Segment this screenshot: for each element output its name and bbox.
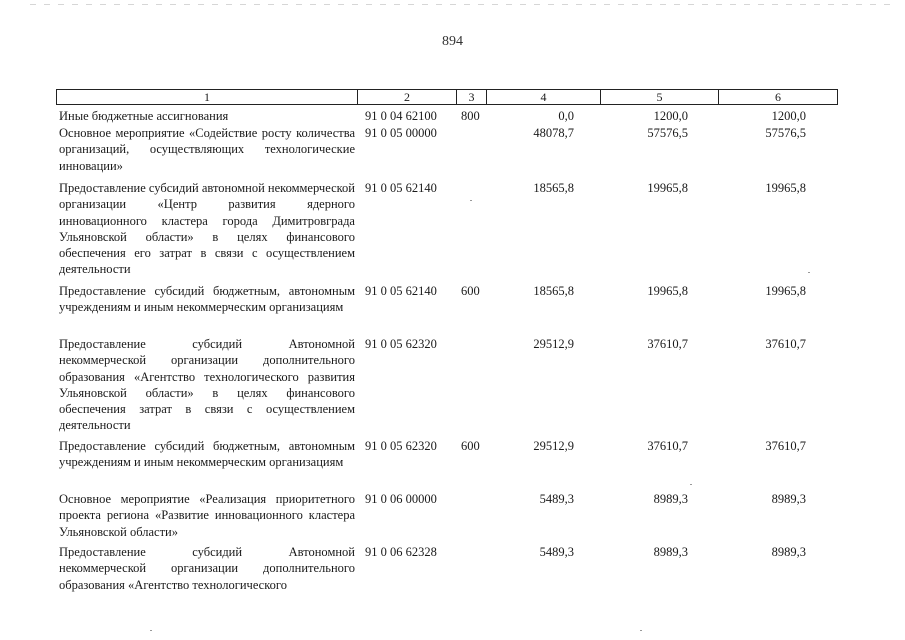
row-name: Предоставление субсидий бюджетным, автономным учреждениям и иным некоммерческим организациям bbox=[59, 284, 355, 315]
row-value-4: 48078,7 bbox=[533, 126, 574, 140]
row-value-6: 37610,7 bbox=[765, 439, 806, 453]
row-value-5: 8989,3 bbox=[653, 545, 688, 559]
row-name: Предоставление субсидий Автономной некоммерческой организации дополнительного образования «Агентство технологического развития Ульяновской области» в целях финансового обеспечения затрат в связи с осуществлением деятельности bbox=[59, 337, 355, 433]
scan-speck bbox=[150, 630, 152, 631]
row-vr: 800 bbox=[461, 109, 480, 123]
row-value-6: 19965,8 bbox=[765, 284, 806, 298]
row-value-5: 8989,3 bbox=[653, 492, 688, 506]
row-value-5: 37610,7 bbox=[647, 439, 688, 453]
row-code: 91 0 05 62140 bbox=[365, 181, 437, 195]
row-value-6: 8989,3 bbox=[771, 545, 806, 559]
row-value-4: 18565,8 bbox=[533, 181, 574, 195]
scan-artifact-line bbox=[30, 4, 890, 5]
row-value-6: 8989,3 bbox=[771, 492, 806, 506]
row-value-5: 19965,8 bbox=[647, 284, 688, 298]
row-code: 91 0 05 62140 bbox=[365, 284, 437, 298]
row-value-6: 57576,5 bbox=[765, 126, 806, 140]
row-code: 91 0 05 62320 bbox=[365, 439, 437, 453]
row-name: Основное мероприятие «Реализация приоритетного проекта региона «Развитие инновационного кластера Ульяновской области» bbox=[59, 492, 355, 539]
row-code: 91 0 06 00000 bbox=[365, 492, 437, 506]
scan-speck bbox=[690, 484, 692, 485]
header-col-1: 1 bbox=[57, 90, 358, 104]
header-col-6: 6 bbox=[775, 90, 781, 104]
row-value-6: 37610,7 bbox=[765, 337, 806, 351]
header-col-4: 4 bbox=[487, 90, 601, 104]
table-header bbox=[56, 89, 838, 105]
row-name: Предоставление субсидий автономной некоммерческой организации «Центр развития ядерного инновационного кластера города Димитровграда Ульяновской области» в целях финансового обеспечения его затрат в связи с осуществлением деятельности bbox=[59, 181, 355, 277]
row-value-5: 57576,5 bbox=[647, 126, 688, 140]
row-value-4: 5489,3 bbox=[539, 545, 574, 559]
row-value-5: 1200,0 bbox=[653, 109, 688, 123]
row-value-5: 19965,8 bbox=[647, 181, 688, 195]
row-value-4: 18565,8 bbox=[533, 284, 574, 298]
row-value-4: 29512,9 bbox=[533, 337, 574, 351]
header-col-3: 3 bbox=[457, 90, 487, 104]
row-code: 91 0 05 00000 bbox=[365, 126, 437, 140]
scan-speck bbox=[470, 200, 472, 201]
row-name: Основное мероприятие «Содействие росту количества организаций, осуществляющих технологические инновации» bbox=[59, 126, 355, 173]
row-name: Предоставление субсидий бюджетным, автономным учреждениям и иным некоммерческим организациям bbox=[59, 439, 355, 470]
row-vr: 600 bbox=[461, 284, 480, 298]
row-code: 91 0 05 62320 bbox=[365, 337, 437, 351]
row-value-6: 1200,0 bbox=[771, 109, 806, 123]
scan-speck bbox=[808, 272, 810, 273]
row-value-4: 29512,9 bbox=[533, 439, 574, 453]
header-col-5: 5 bbox=[601, 90, 719, 104]
header-col-2: 2 bbox=[358, 90, 457, 104]
page-number: 894 bbox=[442, 34, 463, 49]
row-code: 91 0 06 62328 bbox=[365, 545, 437, 559]
row-value-6: 19965,8 bbox=[765, 181, 806, 195]
row-value-4: 0,0 bbox=[558, 109, 574, 123]
row-name: Иные бюджетные ассигнования bbox=[59, 109, 229, 123]
row-code: 91 0 04 62100 bbox=[365, 109, 437, 123]
scan-speck bbox=[640, 630, 642, 631]
row-value-4: 5489,3 bbox=[539, 492, 574, 506]
row-value-5: 37610,7 bbox=[647, 337, 688, 351]
row-vr: 600 bbox=[461, 439, 480, 453]
row-name: Предоставление субсидий Автономной некоммерческой организации дополнительного образования «Агентство технологического bbox=[59, 545, 355, 592]
